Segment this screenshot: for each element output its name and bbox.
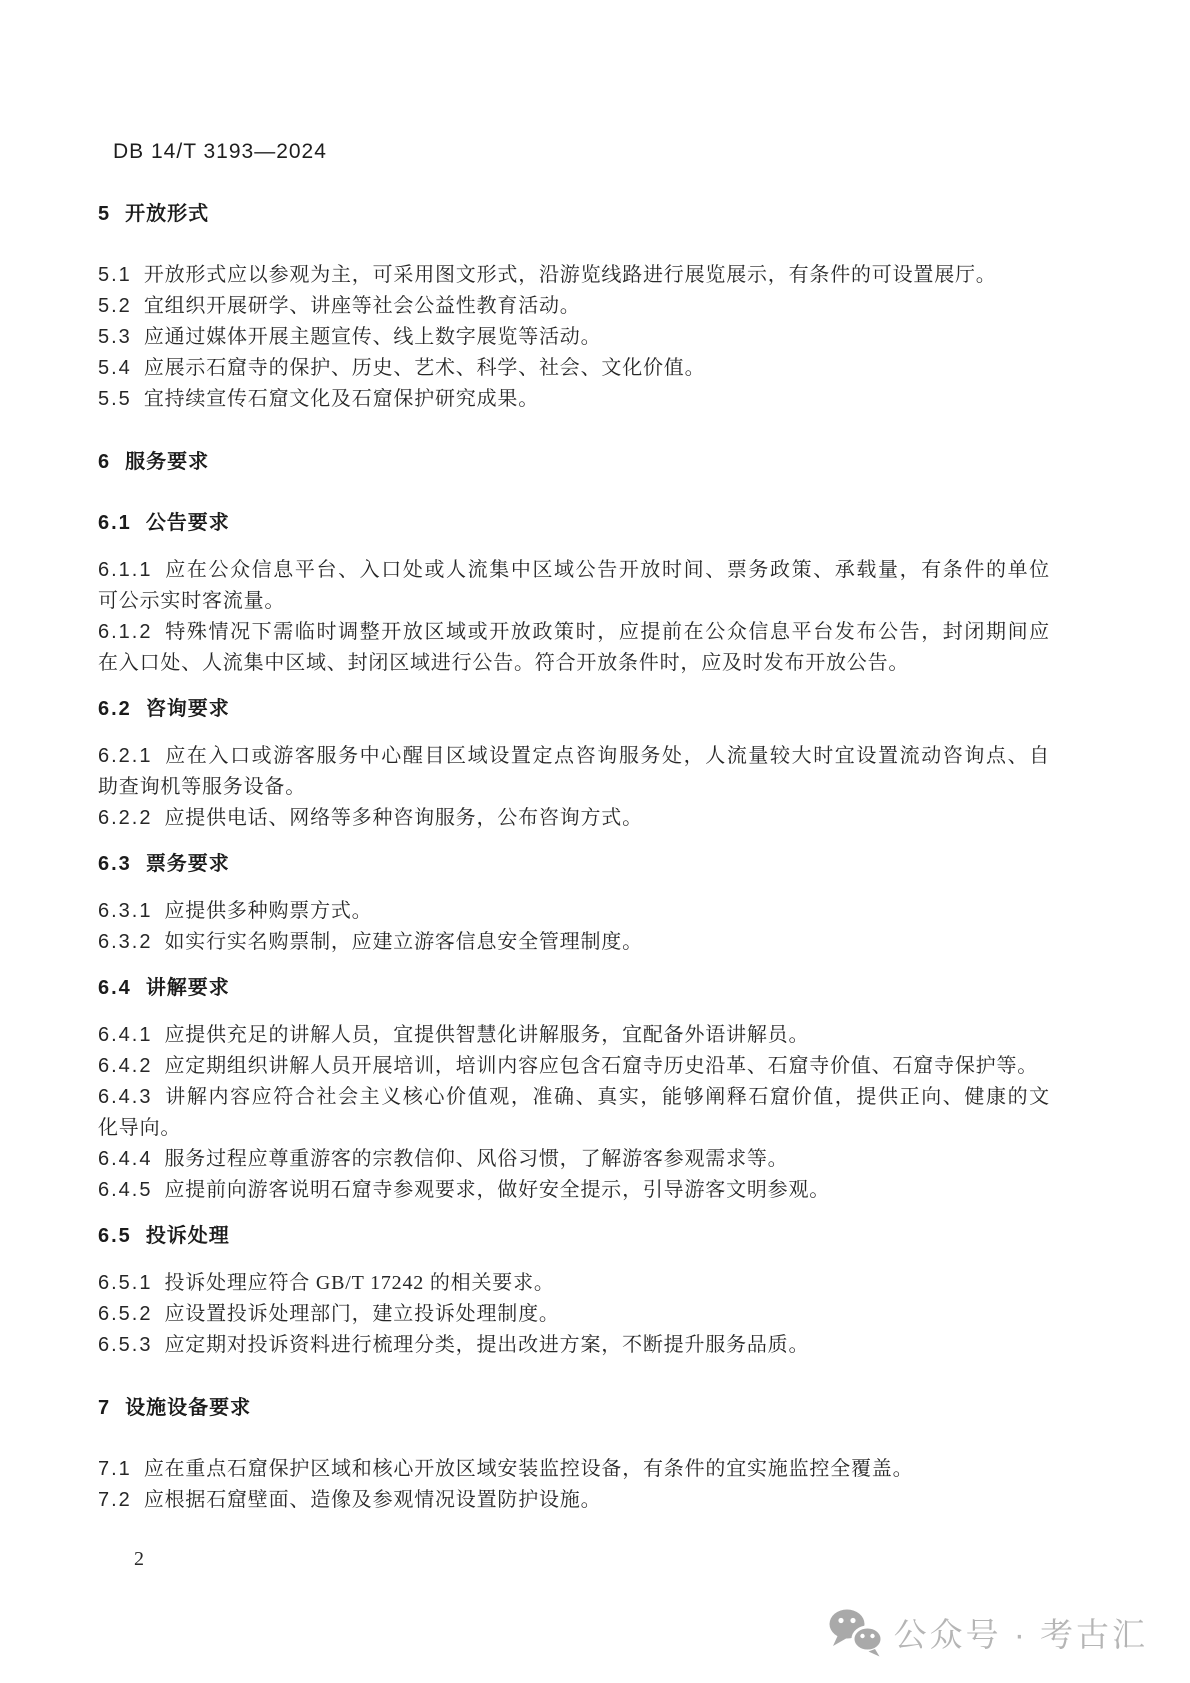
section-title: 咨询要求 (145, 698, 230, 720)
clause-number: 6.5.1 (98, 1272, 153, 1294)
clause-text: 化导向。 (98, 1117, 182, 1139)
clause-number: 5.2 (98, 295, 132, 317)
clause-6.4.5 (98, 1175, 1050, 1206)
clause-number: 6.3.2 (98, 931, 153, 953)
section-number: 6 (98, 451, 112, 473)
section-number: 5 (98, 203, 112, 225)
clause-text: 宜持续宣传石窟文化及石窟保护研究成果。 (143, 388, 540, 410)
clause-number: 6.4.4 (98, 1148, 153, 1170)
clause-text: 特殊情况下需临时调整开放区域或开放政策时，应提前在公众信息平台发布公告，封闭期间应 (164, 621, 1050, 643)
clause-number: 6.2.1 (98, 745, 153, 767)
clause-6.2.2 (98, 803, 1050, 834)
clause-text: 应提供充足的讲解人员，宜提供智慧化讲解服务，宜配备外语讲解员。 (164, 1024, 810, 1046)
standard-number-header: DB 14/T 3193—2024 (113, 140, 327, 163)
clause-text: 应通过媒体开展主题宣传、线上数字展览等活动。 (143, 326, 602, 348)
clause-text: 讲解内容应符合社会主义核心价值观，准确、真实，能够阐释石窟价值，提供正向、健康的文 (164, 1086, 1050, 1108)
clause-6.4.3-line-2 (98, 1113, 1050, 1144)
section-title: 投诉处理 (145, 1225, 230, 1247)
clause-text: 应在公众信息平台、入口处或人流集中区域公告开放时间、票务政策、承载量，有条件的单位 (164, 559, 1050, 581)
section-heading-6.3 (98, 849, 1050, 880)
clause-text: 宜组织开展研学、讲座等社会公益性教育活动。 (143, 295, 581, 317)
clause-text: 投诉处理应符合 GB/T 17242 的相关要求。 (164, 1272, 555, 1294)
wechat-icon (826, 1607, 884, 1657)
clause-text: 可公示实时客流量。 (98, 590, 286, 612)
clause-7.1 (98, 1454, 1050, 1485)
clause-text: 应提供多种购票方式。 (164, 900, 373, 922)
section-title: 讲解要求 (145, 977, 230, 999)
section-heading-6.4 (98, 973, 1050, 1004)
section-number: 6.3 (98, 853, 132, 875)
section-number: 6.4 (98, 977, 132, 999)
page-number: 2 (134, 1548, 144, 1570)
clause-text: 开放形式应以参观为主，可采用图文形式，沿游览线路进行展览展示，有条件的可设置展厅。 (143, 264, 997, 286)
clause-5.2 (98, 291, 1050, 322)
section-heading-6.5 (98, 1221, 1050, 1252)
clause-6.4.1 (98, 1020, 1050, 1051)
clause-6.5.3 (98, 1330, 1050, 1361)
clause-5.3 (98, 322, 1050, 353)
clause-text: 应定期组织讲解人员开展培训，培训内容应包含石窟寺历史沿革、石窟寺价值、石窟寺保护等。 (164, 1055, 1039, 1077)
clause-number: 6.4.1 (98, 1024, 153, 1046)
clause-text: 应定期对投诉资料进行梳理分类，提出改进方案，不断提升服务品质。 (164, 1334, 810, 1356)
watermark-text: 公众号 · 考古汇 (893, 1615, 1148, 1653)
clause-text: 应根据石窟壁面、造像及参观情况设置防护设施。 (143, 1489, 602, 1511)
clause-number: 5.1 (98, 264, 132, 286)
section-title: 设施设备要求 (125, 1397, 252, 1419)
clause-text: 助查询机等服务设备。 (98, 776, 306, 798)
clause-6.5.2 (98, 1299, 1050, 1330)
clause-number: 7.2 (98, 1489, 132, 1511)
clause-text: 应在重点石窟保护区域和核心开放区域安装监控设备，有条件的宜实施监控全覆盖。 (143, 1458, 914, 1480)
clause-text: 如实行实名购票制，应建立游客信息安全管理制度。 (164, 931, 643, 953)
section-heading-7 (98, 1393, 1050, 1424)
clause-number: 6.5.3 (98, 1334, 153, 1356)
clause-number: 6.3.1 (98, 900, 153, 922)
clause-6.3.2 (98, 927, 1050, 958)
watermark (826, 1607, 1148, 1657)
clause-6.4.2 (98, 1051, 1050, 1082)
section-heading-6.1 (98, 508, 1050, 539)
clause-6.4.3-line-1 (98, 1082, 1050, 1113)
clause-6.5.1 (98, 1268, 1050, 1299)
clause-6.1.1-line-1 (98, 555, 1050, 586)
clause-5.5 (98, 384, 1050, 415)
clause-number: 7.1 (98, 1458, 132, 1480)
clause-text: 服务过程应尊重游客的宗教信仰、风俗习惯，了解游客参观需求等。 (164, 1148, 789, 1170)
clause-6.3.1 (98, 896, 1050, 927)
clause-text: 在入口处、人流集中区域、封闭区域进行公告。符合开放条件时，应及时发布开放公告。 (98, 652, 910, 674)
clause-number: 6.1.2 (98, 621, 153, 643)
section-title: 票务要求 (145, 853, 230, 875)
clause-number: 6.2.2 (98, 807, 153, 829)
section-title: 服务要求 (125, 451, 210, 473)
clause-number: 6.4.5 (98, 1179, 153, 1201)
section-heading-6 (98, 447, 1050, 478)
clause-6.2.1-line-2 (98, 772, 1050, 803)
section-heading-6.2 (98, 694, 1050, 725)
clause-number: 6.4.3 (98, 1086, 153, 1108)
clause-5.1 (98, 260, 1050, 291)
clause-number: 5.5 (98, 388, 132, 410)
section-title: 公告要求 (145, 512, 230, 534)
clause-text: 应提供电话、网络等多种咨询服务，公布咨询方式。 (164, 807, 643, 829)
clause-number: 6.1.1 (98, 559, 153, 581)
clause-number: 5.3 (98, 326, 132, 348)
clause-7.2 (98, 1485, 1050, 1516)
clause-number: 5.4 (98, 357, 132, 379)
clause-text: 应展示石窟寺的保护、历史、艺术、科学、社会、文化价值。 (143, 357, 706, 379)
clause-6.1.1-line-2 (98, 586, 1050, 617)
document-body (98, 199, 1050, 1516)
clause-text: 应设置投诉处理部门，建立投诉处理制度。 (164, 1303, 560, 1325)
section-title: 开放形式 (125, 203, 210, 225)
section-number: 6.5 (98, 1225, 132, 1247)
clause-number: 6.4.2 (98, 1055, 153, 1077)
clause-5.4 (98, 353, 1050, 384)
clause-6.2.1-line-1 (98, 741, 1050, 772)
clause-6.1.2-line-2 (98, 648, 1050, 679)
clause-number: 6.5.2 (98, 1303, 153, 1325)
clause-6.4.4 (98, 1144, 1050, 1175)
section-number: 6.1 (98, 512, 132, 534)
clause-text: 应提前向游客说明石窟寺参观要求，做好安全提示，引导游客文明参观。 (164, 1179, 831, 1201)
section-heading-5 (98, 199, 1050, 230)
section-number: 7 (98, 1397, 112, 1419)
clause-6.1.2-line-1 (98, 617, 1050, 648)
section-number: 6.2 (98, 698, 132, 720)
clause-text: 应在入口或游客服务中心醒目区域设置定点咨询服务处，人流量较大时宜设置流动咨询点、自 (164, 745, 1050, 767)
